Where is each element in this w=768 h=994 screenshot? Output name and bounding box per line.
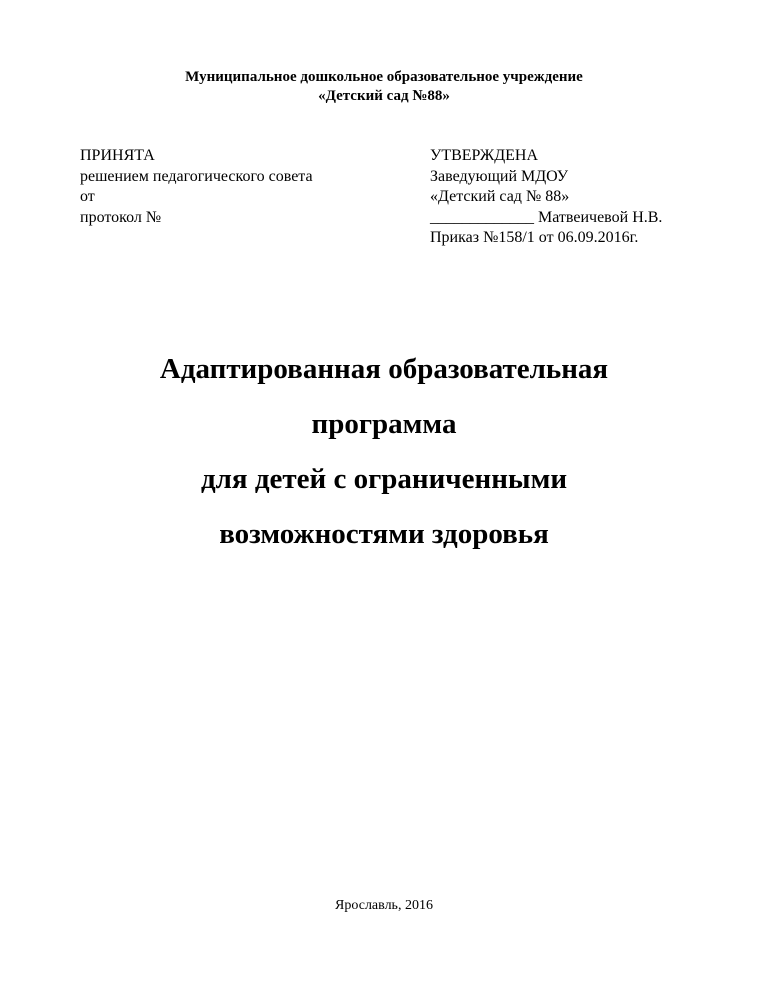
approved-organization: «Детский сад № 88» [430, 188, 570, 205]
accepted-status: ПРИНЯТА [80, 147, 155, 164]
organization-short-name: «Детский сад №88» [318, 88, 450, 104]
accepted-block [80, 146, 313, 228]
approved-block [430, 146, 662, 249]
title-line-3: для детей с ограниченными [200, 463, 568, 495]
approved-status: УТВЕРЖДЕНА [430, 147, 539, 164]
accepted-by-council: решением педагогического совета [80, 167, 313, 185]
place-year: Ярославль, 2016 [335, 898, 433, 913]
approved-signature-line: _____________ Матвеичевой Н.В. [430, 208, 663, 226]
title-line-4: возможностями здоровья [219, 518, 549, 550]
title-line-1: Адаптированная образовательная [159, 353, 609, 385]
accepted-protocol: протокол № [80, 208, 162, 226]
approved-order: Приказ №158/1 от 06.09.2016г. [430, 229, 639, 246]
title-line-2: программа [311, 408, 457, 440]
document-title [0, 342, 768, 562]
organization-name: Муниципальное дошкольное образовательное учреждение [185, 69, 583, 85]
accepted-date: от [80, 188, 95, 205]
approved-position: Заведующий МДОУ [430, 167, 569, 185]
organization-header [0, 68, 768, 106]
